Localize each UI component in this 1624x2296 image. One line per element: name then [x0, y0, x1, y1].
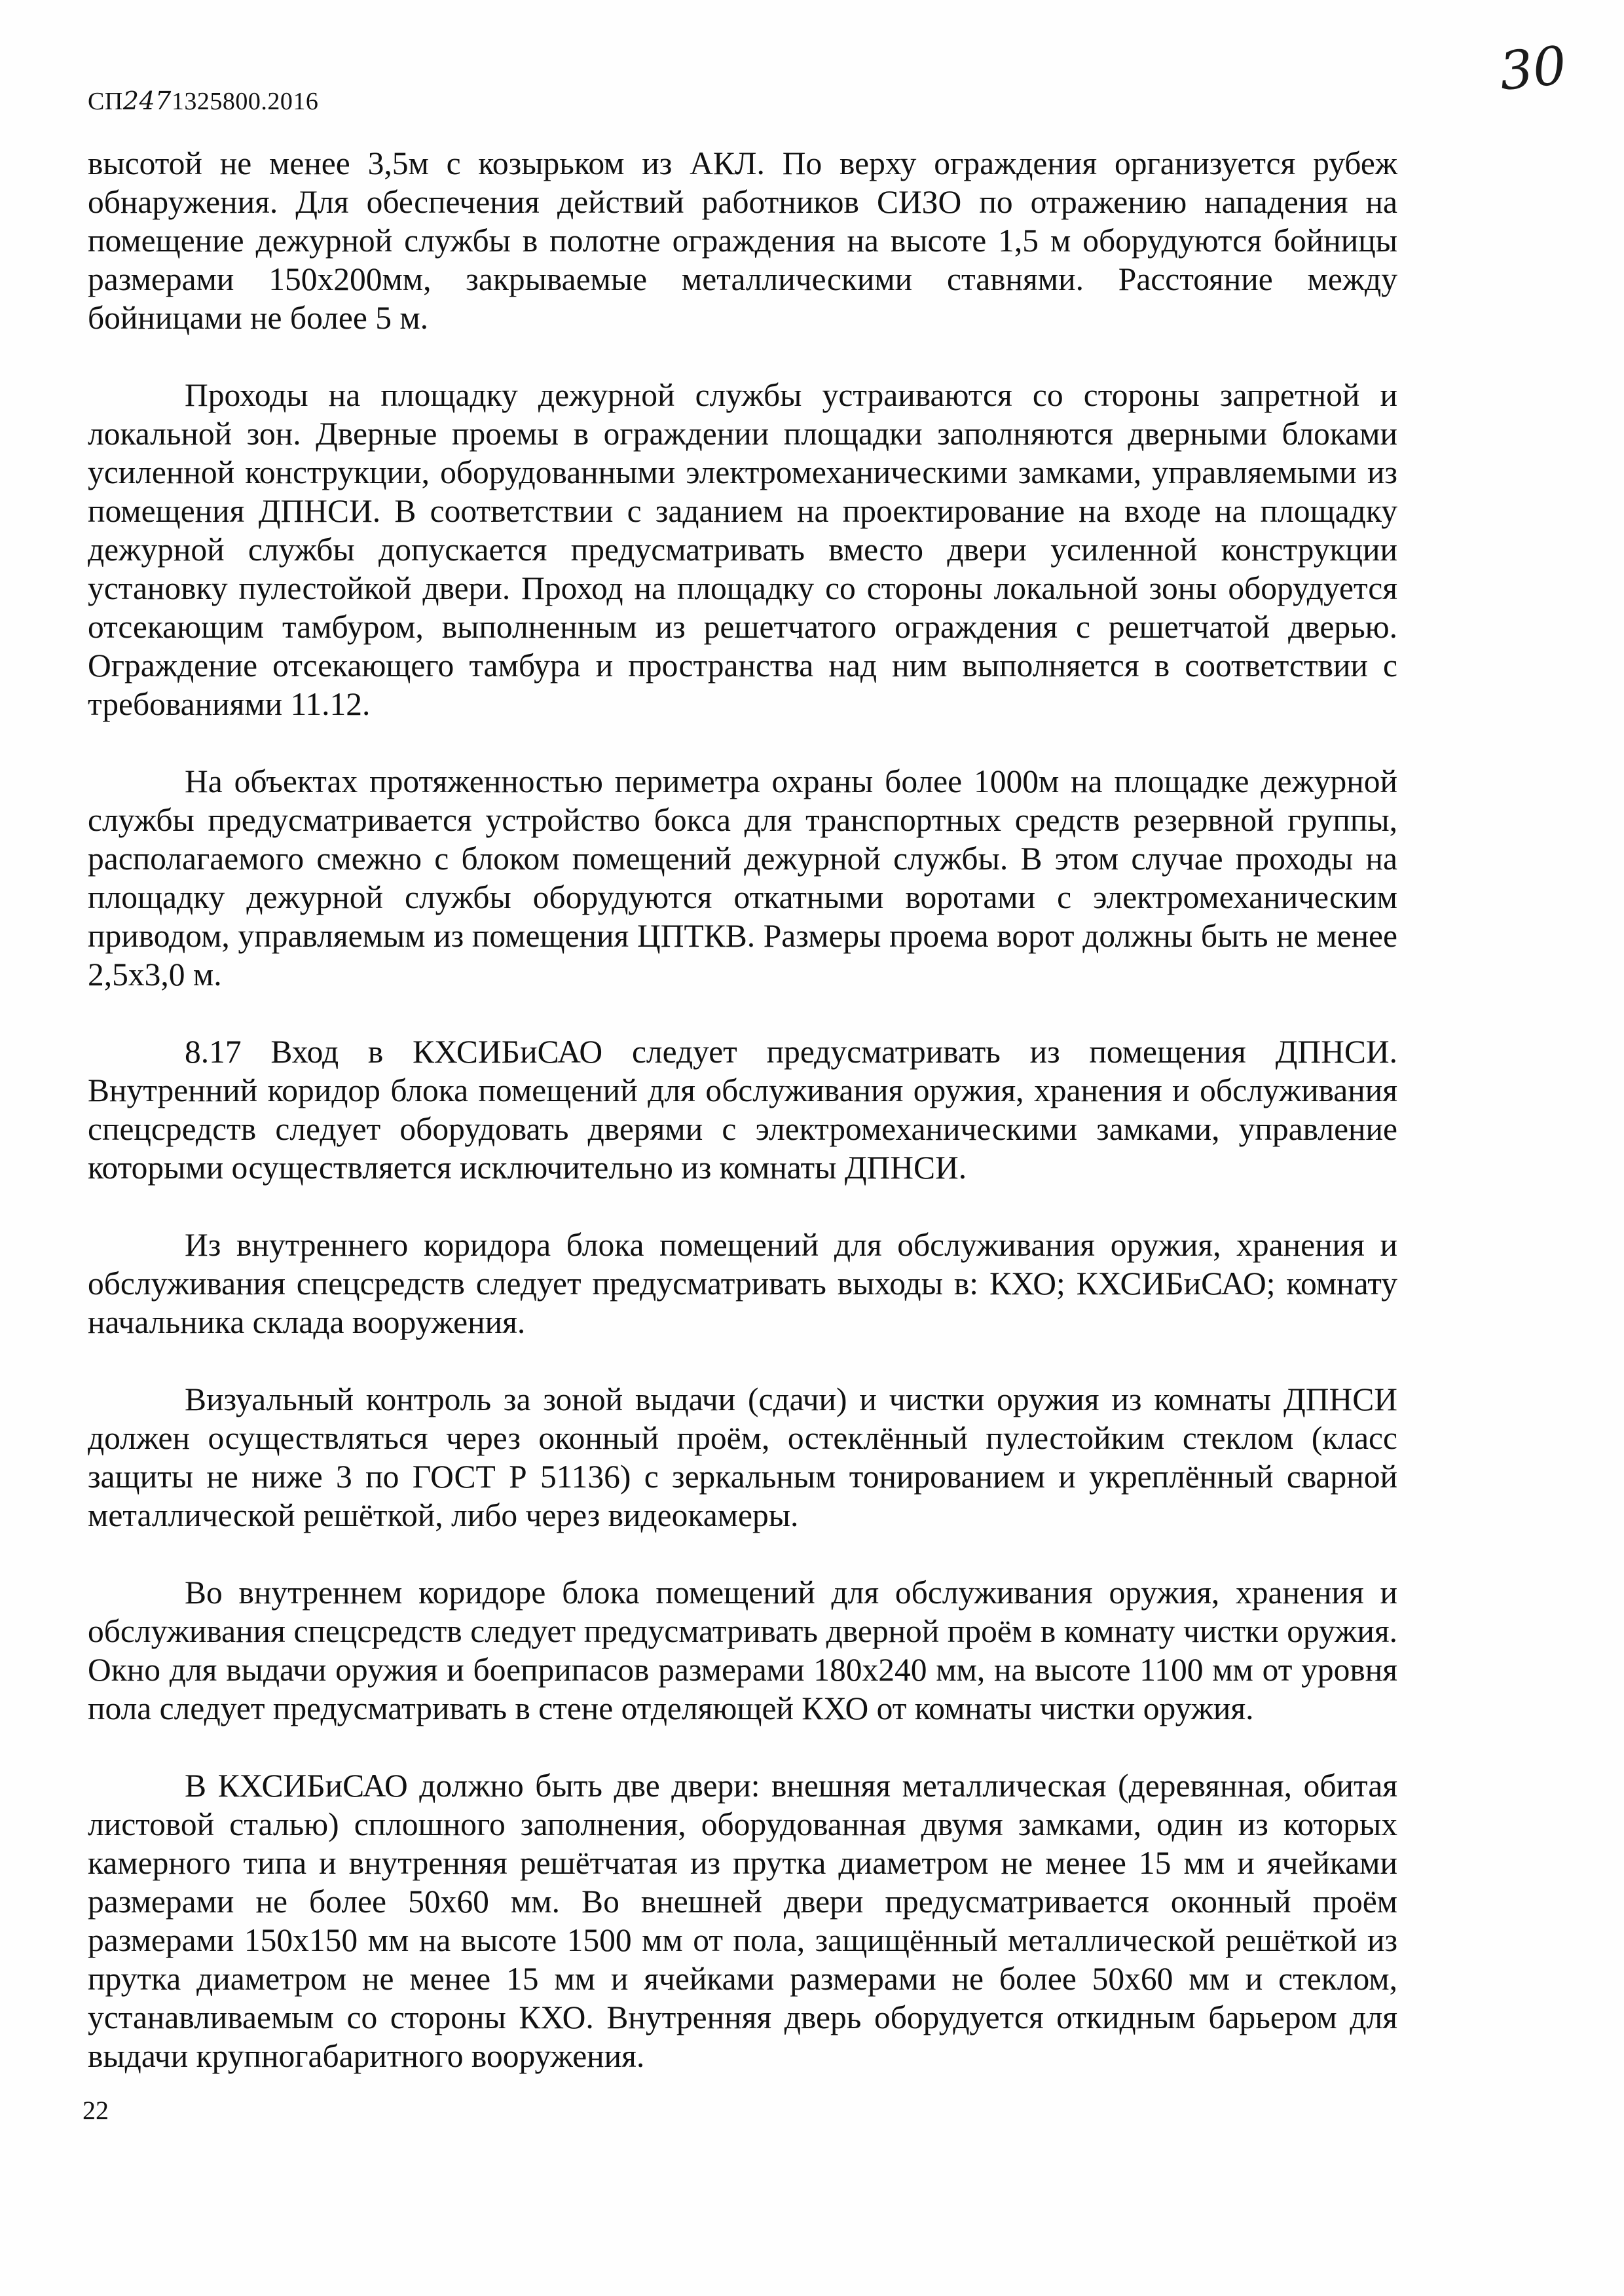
page-number: 22 — [83, 2096, 109, 2125]
paragraph-1: высотой не менее 3,5м с козырьком из АКЛ. По верху ограждения организуется рубеж обнаружения. Для обеспечения действий работников СИЗО по отражению нападения на помещение дежурной службы в полотне ограждения на высоте 1,5 м оборудуются бойницы размерами 150х200мм, закрываемые металлическими ставнями. Расстояние между бойницами не более 5 м. — [88, 145, 1397, 336]
paragraph-8: В КХСИБиСАО должно быть две двери: внешняя металлическая (деревянная, обитая листовой сталью) сплошного заполнения, оборудованная двумя замками, один из которых камерного типа и внутренняя решётчатая из прутка диаметром не менее 15 мм и ячейками размерами не более 50х60 мм. Во внешней двери предусматривается оконный проём размерами 150х150 мм на высоте 1500 мм от пола, защищённый металлической решёткой из прутка диаметром не менее 15 мм и ячейками размерами не более 50х60 мм и стеклом, устанавливаемым со стороны КХО. Внутренняя дверь оборудуется откидным барьером для выдачи крупногабаритного вооружения. — [88, 1768, 1397, 2074]
code-handwritten: 247 — [122, 86, 172, 115]
handwritten-page-mark: 30 — [1496, 34, 1570, 103]
document-code — [88, 86, 318, 116]
paragraph-7: Во внутреннем коридоре блока помещений для обслуживания оружия, хранения и обслуживания спецсредств следует предусматривать дверной проём в комнату чистки оружия. Окно для выдачи оружия и боеприпасов размерами 180х240 мм, на высоте 1100 мм от уровня пола следует предусматривать в стене отделяющей КХО от комнаты чистки оружия. — [88, 1575, 1397, 1726]
paragraph-6: Визуальный контроль за зоной выдачи (сдачи) и чистки оружия из комнаты ДПНСИ должен осуществляться через оконный проём, остеклённый пулестойким стеклом (класс защиты не ниже 3 по ГОСТ Р 51136) с зеркальным тонированием и укреплённый сварной металлической решёткой, либо через видеокамеры. — [88, 1381, 1397, 1533]
document-body — [88, 144, 1397, 2114]
code-prefix: СП — [88, 88, 123, 115]
paragraph-2: Проходы на площадку дежурной службы устраиваются со стороны запретной и локальной зон. Дверные проемы в ограждении площадки заполняются дверными блоками усиленной конструкции, оборудованными электромеханическими замками, управляемыми из помещения ДПНСИ. В соответствии с заданием на проектирование на входе на площадку дежурной службы допускается предусматривать вместо двери усиленной конструкции установку пулестойкой двери. Проход на площадку со стороны локальной зоны оборудуется отсекающим тамбуром, выполненным из решетчатого ограждения с решетчатой дверью. Ограждение отсекающего тамбура и пространства над ним выполняется в соответствии с требованиями 11.12. — [88, 377, 1397, 722]
code-suffix: 1325800.2016 — [171, 88, 319, 115]
paragraph-8-17: 8.17 Вход в КХСИБиСАО следует предусматривать из помещения ДПНСИ. Внутренний коридор блока помещений для обслуживания оружия, хранения и обслуживания спецсредств следует оборудовать дверями с электромеханическими замками, управление которыми осуществляется исключительно из комнаты ДПНСИ. — [88, 1034, 1397, 1186]
paragraph-3: На объектах протяженностью периметра охраны более 1000м на площадке дежурной службы предусматривается устройство бокса для транспортных средств резервной группы, располагаемого смежно с блоком помещений дежурной службы. В этом случае проходы на площадку дежурной службы оборудуются откатными воротами с электромеханическим приводом, управляемым из помещения ЦПТКВ. Размеры проема ворот должны быть не менее 2,5х3,0 м. — [88, 763, 1397, 993]
paragraph-5: Из внутреннего коридора блока помещений для обслуживания оружия, хранения и обслуживания спецсредств следует предусматривать выходы в: КХО; КХСИБиСАО; комнату начальника склада вооружения. — [88, 1227, 1397, 1340]
